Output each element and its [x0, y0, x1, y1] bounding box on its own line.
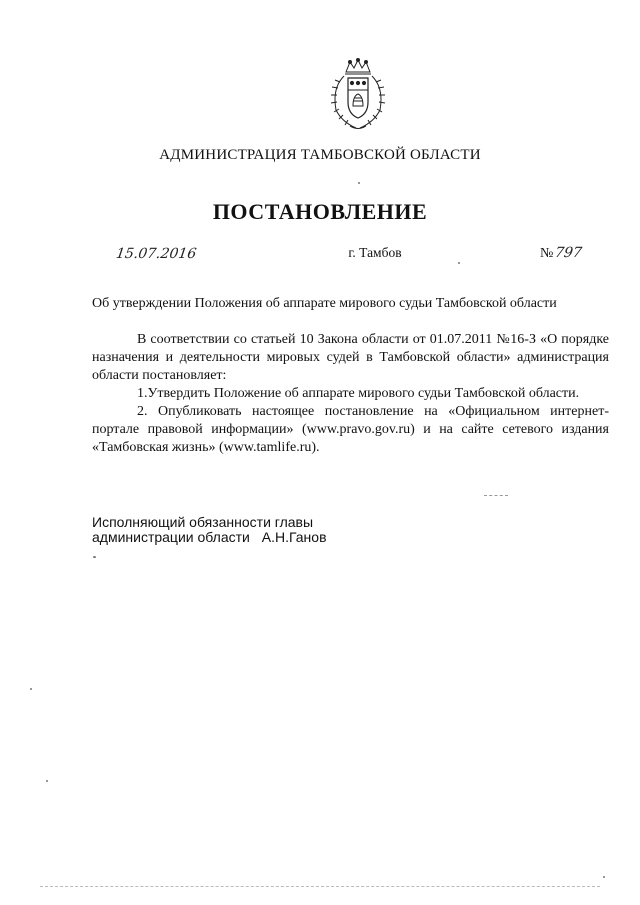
signatory-name: А.Н.Ганов [261, 529, 327, 545]
scan-speck [458, 262, 460, 264]
document-type-title: ПОСТАНОВЛЕНИЕ [212, 199, 428, 224]
organization-title: АДМИНИСТРАЦИЯ ТАМБОВСКОЙ ОБЛАСТИ [159, 147, 481, 163]
scan-speck [93, 556, 96, 558]
document-number [540, 245, 582, 262]
city-label: г. Тамбов [348, 245, 402, 260]
document-body [92, 331, 609, 457]
handwritten-number: 797 [554, 245, 584, 261]
signature-block [92, 515, 327, 545]
scan-speck [46, 780, 48, 782]
scan-bottom-line [40, 886, 600, 887]
scan-speck [358, 182, 360, 184]
signature-position-line2: администрации области [92, 529, 250, 545]
scan-speck [603, 876, 605, 878]
signature-position-line1: Исполняющий обязанности главы [92, 514, 314, 530]
paragraph-item-2: 2. Опубликовать настоящее постановление на «Официальном интернет-портале правовой информации» (www.pravo.gov.ru) и на сайте сетевого издания «Тамбовская жизнь» (www.tamlife.ru). [92, 404, 609, 455]
document-subject: Об утверждении Положения об аппарате мирового судьи Тамбовской области [92, 296, 557, 311]
handwritten-date: 15.07.2016 [114, 246, 198, 262]
scan-mark [484, 495, 508, 496]
number-sign: № [540, 246, 554, 261]
coat-of-arms-icon [326, 58, 390, 132]
paragraph-item-1: 1.Утвердить Положение об аппарате мирового судьи Тамбовской области. [137, 386, 580, 401]
scan-speck [30, 688, 32, 690]
paragraph-preamble: В соответствии со статьей 10 Закона области от 01.07.2011 №16-З «О порядке назначения и деятельности мировых судей в Тамбовской области» администрация области постановляет: [92, 332, 609, 383]
